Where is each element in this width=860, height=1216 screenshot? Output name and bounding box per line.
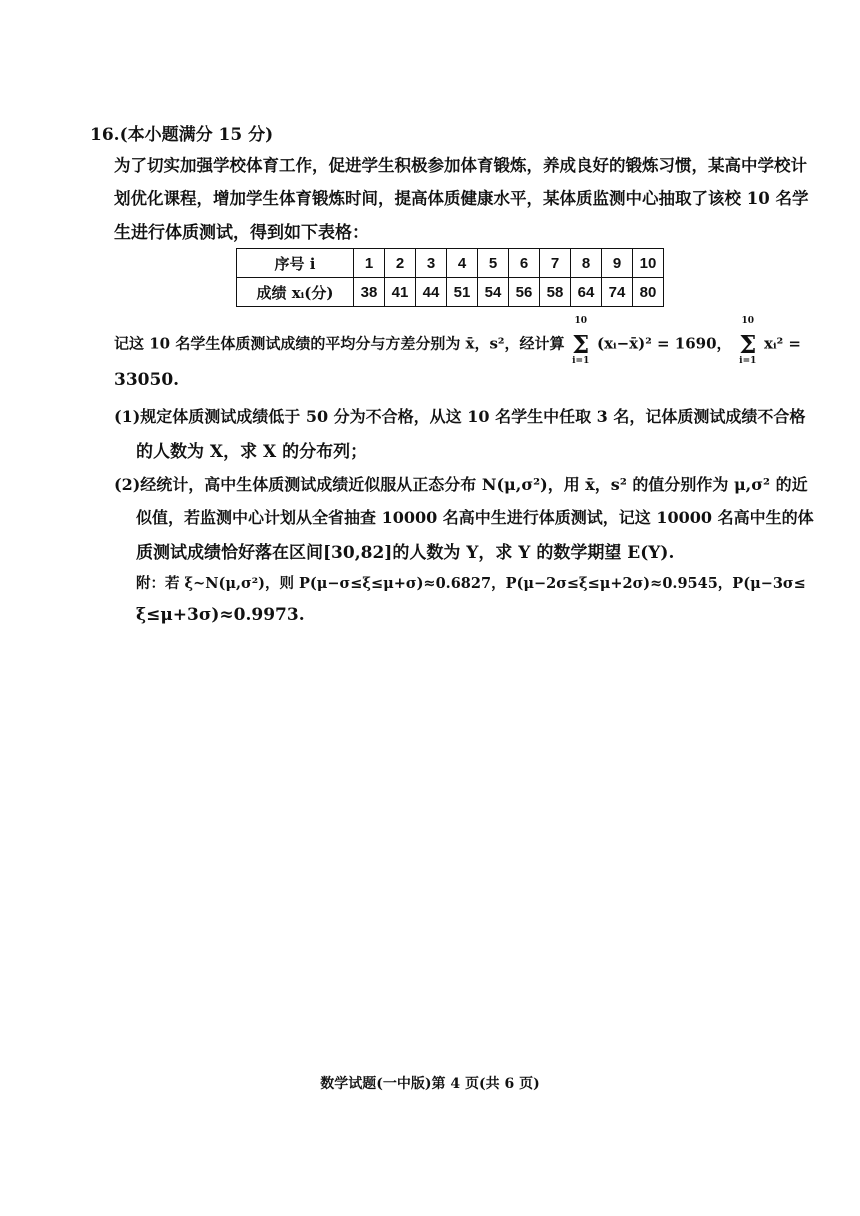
- index-cell: 8: [571, 249, 602, 278]
- page-footer: 数学试题(一中版)第 4 页(共 6 页): [320, 1076, 540, 1092]
- part2-line-2: 似值，若监测中心计划从全省抽查 10000 名高中生进行体质测试，记这 10000 名高中生的体: [136, 508, 814, 527]
- index-header: 序号 i: [237, 249, 354, 278]
- index-cell: 4: [447, 249, 478, 278]
- table-row-score: [237, 278, 664, 307]
- score-cell: 56: [509, 278, 540, 307]
- part2-line-3: 质测试成绩恰好落在区间[30,82]的人数为 Y，求 Y 的数学期望 E(Y).: [136, 543, 675, 563]
- index-cell: 3: [416, 249, 447, 278]
- index-cell: 1: [354, 249, 385, 278]
- index-cell: 5: [478, 249, 509, 278]
- statistics-line: [114, 316, 801, 366]
- score-cell: 41: [385, 278, 416, 307]
- statistics-value-line: 33050.: [114, 370, 180, 390]
- part1-line-1: (1)规定体质测试成绩低于 50 分为不合格，从这 10 名学生中任取 3 名，记体质测试成绩不合格: [114, 407, 806, 426]
- sum-upper-limit: 10: [741, 316, 755, 326]
- score-cell: 80: [633, 278, 664, 307]
- score-cell: 64: [571, 278, 602, 307]
- statistics-text-b: (xᵢ−x̄)² = 1690，: [596, 334, 732, 353]
- index-cell: 9: [602, 249, 633, 278]
- question-number: 16.(本小题满分 15 分): [90, 125, 274, 145]
- intro-line-1: 为了切实加强学校体育工作，促进学生积极参加体育锻炼，养成良好的锻炼习惯，某高中学校计: [114, 156, 807, 175]
- score-cell: 54: [478, 278, 509, 307]
- summation-symbol: Σ 10 i=1: [737, 330, 759, 359]
- score-cell: 44: [416, 278, 447, 307]
- part2-line-1: (2)经统计，高中生体质测试成绩近似服从正态分布 N(μ,σ²)，用 x̄，s² 的值分别作为 μ,σ² 的近: [114, 475, 808, 494]
- appendix-line-1: 附：若 ξ~N(μ,σ²)，则 P(μ−σ≤ξ≤μ+σ)≈0.6827，P(μ−2σ≤ξ≤μ+2σ)≈0.9545，P(μ−3σ≤: [136, 575, 806, 592]
- table-row-index: [237, 249, 664, 278]
- appendix-line-2: ξ≤μ+3σ)≈0.9973.: [136, 605, 305, 625]
- intro-line-3: 生进行体质测试，得到如下表格：: [114, 223, 369, 243]
- statistics-text-c: xᵢ² =: [764, 334, 801, 353]
- part1-line-2: 的人数为 X，求 X 的分布列；: [136, 442, 368, 462]
- sum-lower-limit: i=1: [572, 356, 590, 366]
- score-table: [236, 248, 664, 307]
- intro-line-2: 划优化课程，增加学生体育锻炼时间，提高体质健康水平，某体质监测中心抽取了该校 10 名学: [114, 189, 809, 208]
- score-header: 成绩 xᵢ(分): [237, 278, 354, 307]
- index-cell: 2: [385, 249, 416, 278]
- index-cell: 6: [509, 249, 540, 278]
- summation-symbol: Σ 10 i=1: [570, 330, 592, 359]
- score-cell: 51: [447, 278, 478, 307]
- score-cell: 74: [602, 278, 633, 307]
- sum-lower-limit: i=1: [739, 356, 757, 366]
- score-cell: 58: [540, 278, 571, 307]
- statistics-text-a: 记这 10 名学生体质测试成绩的平均分与方差分别为 x̄，s²，经计算: [114, 334, 565, 353]
- index-cell: 7: [540, 249, 571, 278]
- score-cell: 38: [354, 278, 385, 307]
- index-cell: 10: [633, 249, 664, 278]
- sum-upper-limit: 10: [574, 316, 588, 326]
